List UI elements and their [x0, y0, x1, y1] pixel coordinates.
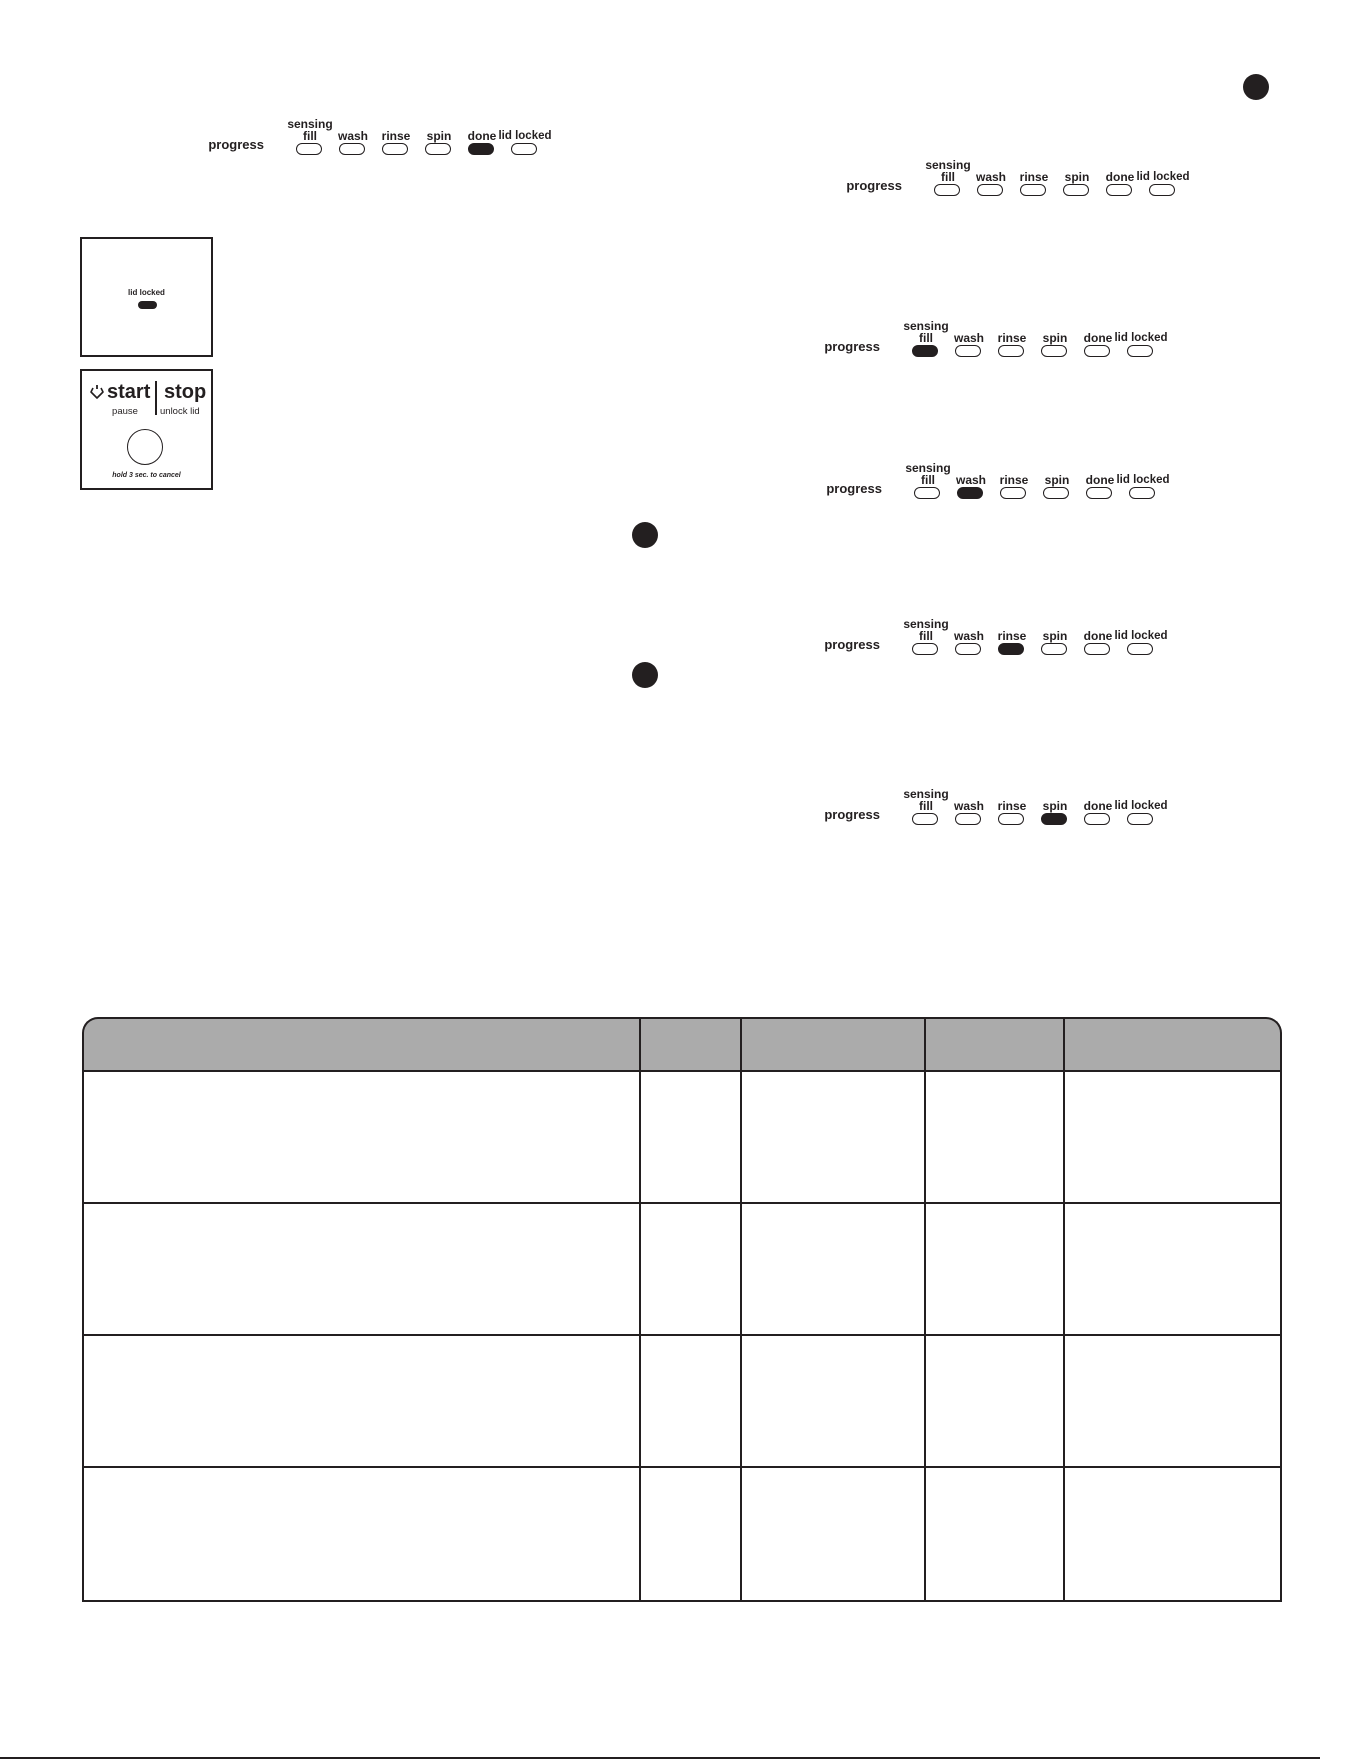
step-label: sensing fill: [287, 117, 333, 143]
step-label: wash: [337, 129, 368, 143]
hold-to-cancel-note: hold 3 sec. to cancel: [112, 472, 181, 479]
step-label: done: [1105, 170, 1135, 184]
start-stop-panel: [80, 369, 213, 490]
step-label: lid locked: [1136, 171, 1190, 183]
progress-led-wash: [977, 184, 1003, 196]
callout-dot-middle: [632, 522, 658, 548]
progress-step-lid: [1109, 308, 1173, 366]
step-label: rinse: [999, 473, 1029, 487]
start-button[interactable]: [127, 429, 163, 465]
step-label: wash: [975, 170, 1006, 184]
step-label: wash: [955, 473, 986, 487]
progress-led-spin: [1063, 184, 1089, 196]
progress-led-fill: [914, 487, 940, 499]
step-label: spin: [1064, 170, 1090, 184]
progress-led-done: [468, 143, 494, 155]
progress-led-wash: [955, 345, 981, 357]
step-label: sensing fill: [903, 617, 949, 643]
cycle-table: [82, 1017, 1282, 1602]
step-label: done: [1085, 473, 1115, 487]
progress-label: progress: [824, 637, 880, 652]
callout-dot-top-right: [1243, 74, 1269, 100]
progress-step-lid: [1131, 147, 1195, 205]
step-label: lid locked: [1114, 800, 1168, 812]
step-label: rinse: [997, 799, 1027, 813]
progress-led-rinse: [1000, 487, 1026, 499]
progress-led-done: [1086, 487, 1112, 499]
step-label: lid locked: [1116, 474, 1170, 486]
progress-led-lid: [1129, 487, 1155, 499]
step-label: sensing fill: [925, 158, 971, 184]
progress-led-done: [1084, 643, 1110, 655]
progress-led-spin: [425, 143, 451, 155]
progress-led-fill: [912, 345, 938, 357]
progress-led-wash: [957, 487, 983, 499]
progress-led-wash: [339, 143, 365, 155]
lid-locked-panel: [80, 237, 213, 357]
progress-led-done: [1106, 184, 1132, 196]
step-label: sensing fill: [903, 787, 949, 813]
progress-led-fill: [934, 184, 960, 196]
progress-step-lid: [493, 106, 557, 164]
progress-led-rinse: [998, 345, 1024, 357]
step-label: lid locked: [498, 130, 552, 142]
table-body: [82, 1070, 1282, 1602]
progress-label: progress: [208, 137, 264, 152]
row-divider: [82, 1466, 1282, 1468]
progress-led-spin: [1043, 487, 1069, 499]
step-label: done: [467, 129, 497, 143]
progress-led-done: [1084, 813, 1110, 825]
step-label: done: [1083, 331, 1113, 345]
progress-label: progress: [824, 339, 880, 354]
footer-rule: [0, 1757, 1320, 1759]
step-label: rinse: [381, 129, 411, 143]
row-divider: [82, 1202, 1282, 1204]
step-label: done: [1083, 799, 1113, 813]
step-label: lid locked: [1114, 332, 1168, 344]
progress-led-rinse: [1020, 184, 1046, 196]
step-label: sensing fill: [905, 461, 951, 487]
step-label: rinse: [997, 331, 1027, 345]
column-divider: [740, 1017, 742, 1602]
pause-label: pause: [112, 406, 138, 417]
progress-label: progress: [846, 178, 902, 193]
progress-led-spin: [1041, 813, 1067, 825]
progress-label: progress: [826, 481, 882, 496]
step-label: spin: [1044, 473, 1070, 487]
lid-locked-led: [138, 301, 157, 309]
start-stop-divider: [155, 381, 157, 415]
step-label: rinse: [997, 629, 1027, 643]
callout-dot-lower: [632, 662, 658, 688]
progress-led-fill: [296, 143, 322, 155]
progress-led-lid: [1127, 345, 1153, 357]
progress-led-fill: [912, 813, 938, 825]
unlock-lid-label: unlock lid: [160, 406, 200, 417]
step-label: rinse: [1019, 170, 1049, 184]
progress-led-wash: [955, 813, 981, 825]
step-label: spin: [1042, 331, 1068, 345]
step-label: lid locked: [1114, 630, 1168, 642]
step-label: wash: [953, 629, 984, 643]
step-label: spin: [426, 129, 452, 143]
progress-led-wash: [955, 643, 981, 655]
progress-led-lid: [1149, 184, 1175, 196]
progress-led-rinse: [382, 143, 408, 155]
step-label: done: [1083, 629, 1113, 643]
step-label: spin: [1042, 629, 1068, 643]
step-label: spin: [1042, 799, 1068, 813]
progress-label: progress: [824, 807, 880, 822]
progress-led-lid: [511, 143, 537, 155]
table-header: [82, 1017, 1282, 1070]
step-label: wash: [953, 331, 984, 345]
progress-step-lid: [1109, 606, 1173, 664]
progress-led-rinse: [998, 643, 1024, 655]
progress-led-done: [1084, 345, 1110, 357]
progress-led-lid: [1127, 813, 1153, 825]
step-label: sensing fill: [903, 319, 949, 345]
progress-led-spin: [1041, 345, 1067, 357]
lid-locked-label: lid locked: [128, 288, 165, 297]
step-label: wash: [953, 799, 984, 813]
progress-step-lid: [1109, 776, 1173, 834]
progress-led-rinse: [998, 813, 1024, 825]
progress-led-fill: [912, 643, 938, 655]
progress-led-spin: [1041, 643, 1067, 655]
row-divider: [82, 1334, 1282, 1336]
power-icon: [90, 384, 104, 400]
column-divider: [639, 1017, 641, 1602]
progress-led-lid: [1127, 643, 1153, 655]
progress-step-lid: [1111, 450, 1175, 508]
stop-label: stop: [164, 381, 207, 403]
start-label: start: [107, 381, 151, 403]
column-divider: [924, 1017, 926, 1602]
column-divider: [1063, 1017, 1065, 1602]
